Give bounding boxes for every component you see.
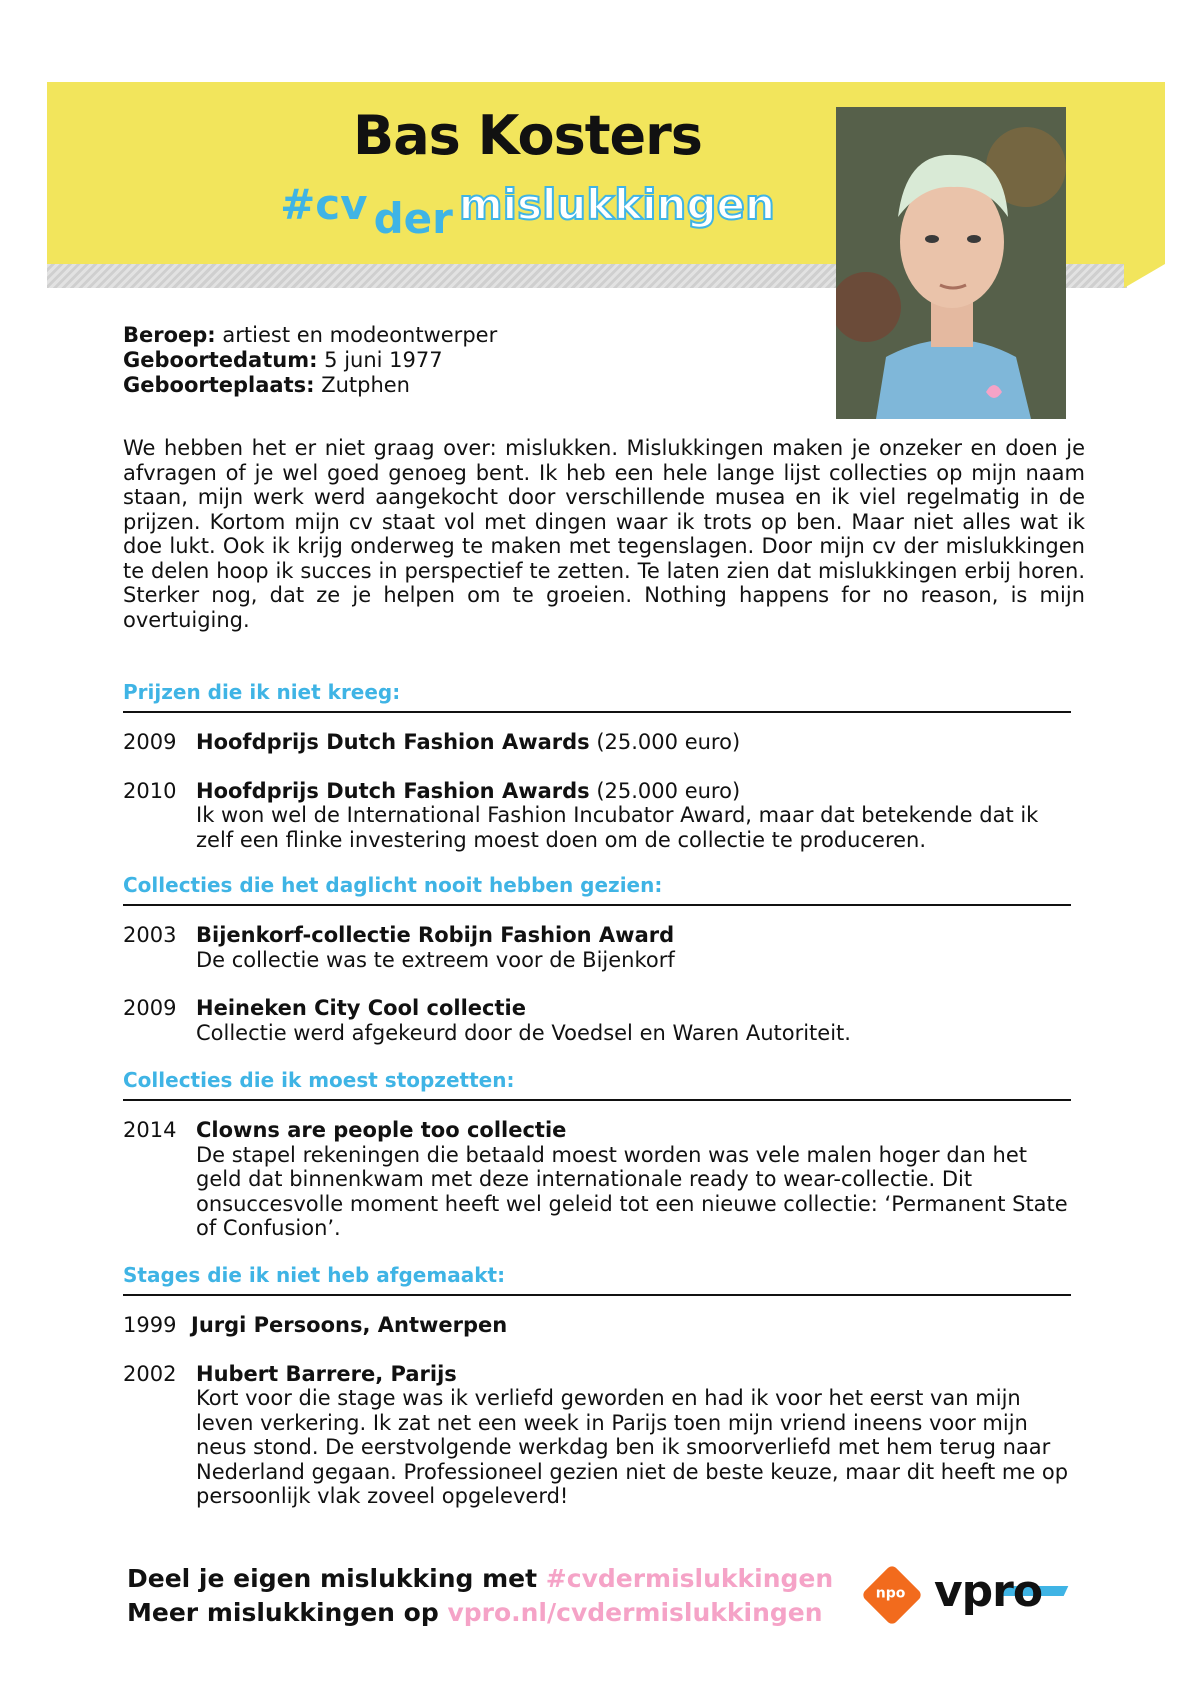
entry-suffix: (25.000 euro) [589, 778, 741, 803]
cv-entry [123, 1362, 1071, 1509]
entry-year: 2009 [123, 996, 177, 1020]
entry-description: Ik won wel de International Fashion Incubator Award, maar dat betekende dat ik zelf een flinke investering moest doen om de collectie te produceren. [196, 803, 1039, 852]
section-heading: Stages die ik niet heb afgemaakt: [123, 1263, 506, 1287]
entry-year: 2002 [123, 1361, 177, 1386]
section-rule [123, 1099, 1071, 1101]
npo-logo: npo [861, 1564, 923, 1626]
cv-entry [123, 1313, 1071, 1338]
entry-year: 2014 [123, 1118, 177, 1142]
section-prijzen [123, 679, 1071, 852]
page-title: Bas Kosters [353, 104, 702, 167]
cv-entry [123, 779, 1071, 853]
header-tail [1124, 264, 1165, 288]
entry-title: Hoofdprijs Dutch Fashion Awards [196, 778, 590, 803]
fact-beroep: Beroep: artiest en modeontwerper [123, 323, 498, 347]
personal-facts [123, 323, 497, 398]
vpro-link[interactable]: vpro.nl/cvdermislukkingen [447, 1598, 823, 1627]
entry-title: Hoofdprijs Dutch Fashion Awards [196, 730, 590, 754]
entry-title: Hubert Barrere, Parijs [196, 1361, 457, 1386]
entry-suffix: (25.000 euro) [589, 730, 741, 754]
fact-geboorteplaats: Geboorteplaats: Zutphen [123, 373, 410, 397]
entry-title: Clowns are people too collectie [196, 1118, 567, 1142]
entry-year: 1999 [123, 1313, 177, 1337]
intro-paragraph: We hebben het er niet graag over: mislukken. Mislukkingen maken je onzeker en doen je afvragen of je wel goed genoeg bent. Ik heb een hele lange lijst collecties op mijn naam staan, mijn werk werd aangekocht door verschillende musea en ik viel regelmatig in de prijzen. Kortom mijn cv staat vol met dingen waar ik trots op ben. Maar niet alles wat ik doe lukt. Ook ik krijg onderweg te maken met tegenslagen. Door mijn cv der mislukkingen te delen hoop ik succes in perspectief te zetten. Te laten zien dat mislukkingen erbij horen. Sterker nog, dat ze je helpen om te groeien. Nothing happens for no reason, is mijn overtuiging. [123, 436, 1085, 632]
entry-title: Bijenkorf-collectie Robijn Fashion Award [196, 923, 675, 947]
hashtag-mislukkingen: mislukkingen [458, 180, 775, 229]
entry-year: 2009 [123, 730, 177, 754]
fact-geboortedatum: Geboortedatum: 5 juni 1977 [123, 348, 443, 372]
entry-title: Heineken City Cool collectie [196, 996, 526, 1020]
entry-year: 2003 [123, 923, 177, 947]
hashtag-der: der [373, 194, 453, 243]
entry-year: 2010 [123, 778, 177, 803]
section-collecties-stopzetten [123, 1067, 1071, 1241]
footer-cta [127, 1562, 833, 1630]
entry-description: De collectie was te extreem voor de Bijenkorf [196, 947, 675, 972]
section-heading: Collecties die het daglicht nooit hebben gezien: [123, 873, 663, 897]
entry-description: De stapel rekeningen die betaald moest worden was vele malen hoger dan het geld dat binnenkwam met deze internationale ready to wear-collectie. Dit onsuccesvolle moment heeft wel geleid tot een nieuwe collectie: ‘Permanent State of Confusion’. [196, 1142, 1068, 1240]
cv-entry [123, 923, 1071, 972]
section-rule [123, 711, 1071, 713]
vpro-logo: vpro [934, 1566, 1043, 1617]
footer-line-share: Deel je eigen mislukking met #cvdermislukkingen [127, 1564, 834, 1593]
entry-description: Collectie werd afgekeurd door de Voedsel en Waren Autoriteit. [196, 1020, 851, 1045]
cv-entry [123, 996, 1071, 1045]
portrait-photo [836, 107, 1066, 419]
cv-entry [123, 1118, 1071, 1241]
section-heading: Collecties die ik moest stopzetten: [123, 1068, 515, 1092]
footer-line-more: Meer mislukkingen op vpro.nl/cvdermislukkingen [127, 1598, 823, 1627]
section-stages [123, 1262, 1071, 1509]
section-collecties-daglicht [123, 872, 1071, 1045]
hashtag-link[interactable]: #cvdermislukkingen [545, 1564, 834, 1593]
portrait-illustration [836, 107, 1066, 419]
entry-description: Kort voor die stage was ik verliefd geworden en had ik voor het eerst van mijn leven verkering. Ik zat net een week in Parijs toen mijn vriend ineens voor mijn neus stond. De eerstvolgende werkdag ben ik smoorverliefd met hem terug naar Nederland gegaan. Professioneel gezien niet de beste keuze, maar dit heeft me op persoonlijk vlak zoveel opgeleverd! [196, 1386, 1069, 1508]
section-heading: Prijzen die ik niet kreeg: [123, 680, 401, 704]
entry-title: Jurgi Persoons, Antwerpen [191, 1313, 508, 1337]
hashtag-cv: #cv [280, 180, 368, 229]
section-rule [123, 904, 1071, 906]
cv-entry [123, 730, 1071, 755]
section-rule [123, 1294, 1071, 1296]
